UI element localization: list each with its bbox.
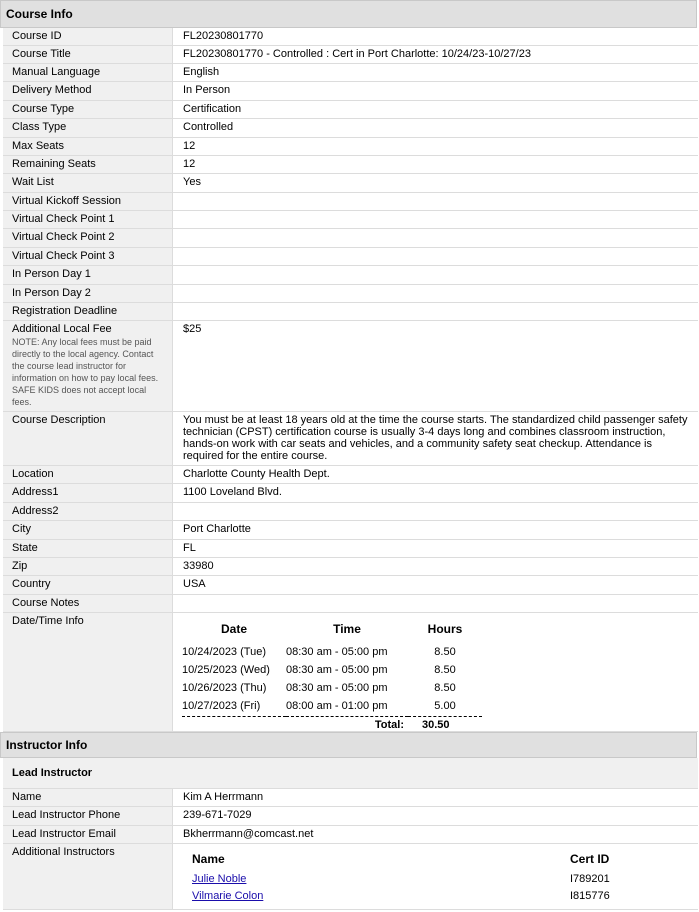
col-header-hours: Hours: [427, 622, 463, 636]
course-info-header: [0, 0, 697, 28]
row-wait-list: [3, 174, 698, 193]
field-label: Additional Instructors: [3, 844, 173, 909]
field-label: Course Notes: [3, 595, 173, 612]
field-label: Course Type: [3, 101, 173, 118]
row-course-id: [3, 28, 698, 46]
session-date: 10/26/2023 (Thu): [182, 682, 267, 694]
row-manual-language: [3, 64, 698, 82]
field-label: Wait List: [3, 174, 173, 192]
row-in-person-day-2: [3, 285, 698, 303]
row-virtual-checkpoint-3: [3, 248, 698, 266]
row-virtual-checkpoint-1: [3, 211, 698, 229]
instructor-link[interactable]: Vilmarie Colon: [192, 890, 264, 902]
field-value: Controlled: [183, 121, 234, 133]
schedule-header-row: [182, 619, 482, 644]
schedule-row: [182, 680, 482, 698]
additional-instructors-cell: [173, 844, 698, 909]
field-label: Course Description: [3, 412, 173, 465]
field-label: Virtual Kickoff Session: [3, 193, 173, 210]
field-label: Registration Deadline: [3, 303, 173, 320]
row-state: [3, 540, 698, 558]
field-value: FL20230801770 - Controlled : Cert in Port Charlotte: 10/24/23-10/27/23: [183, 48, 531, 60]
field-value: Port Charlotte: [183, 523, 251, 535]
field-label: Country: [3, 576, 173, 594]
row-address1: [3, 484, 698, 503]
field-value: [173, 211, 698, 228]
fee-note: NOTE: Any local fees must be paid directly to the local agency. Contact the course lead instructor for information on how to pay local fees. SAFE KIDS does not accept local fees.: [12, 337, 159, 407]
instructor-cert-id: I789201: [570, 873, 610, 885]
fee-value: $25: [183, 323, 202, 335]
instructor-info-header: [0, 732, 697, 758]
row-instructor-name: [3, 789, 698, 807]
field-label: Delivery Method: [3, 82, 173, 100]
datetime-table-cell: [173, 613, 698, 731]
instructor-cert-id: I815776: [570, 890, 610, 902]
instructor-link[interactable]: Julie Noble: [192, 873, 247, 885]
schedule-row: [182, 644, 482, 662]
session-time: 08:30 am - 05:00 pm: [286, 664, 388, 676]
row-in-person-day-1: [3, 266, 698, 285]
row-instructor-phone: [3, 807, 698, 826]
field-label: Course ID: [3, 28, 173, 45]
field-label: Virtual Check Point 3: [3, 248, 173, 265]
session-hours: 8.50: [434, 664, 456, 676]
field-value: USA: [183, 578, 206, 590]
field-value: FL: [183, 542, 196, 554]
instructor-info-title: Instructor Info: [6, 738, 88, 752]
field-label: Class Type: [3, 119, 173, 137]
row-country: [3, 576, 698, 595]
field-value: [173, 248, 698, 265]
lead-instructor-subheader: [3, 758, 698, 789]
description-value: You must be at least 18 years old at the time the course starts. The standardized child passenger safety technician (CPST) certification course is usually 3-4 days long and combines classroom instruction, hands-on work with car seats and vehicles, and a community safety seat checkup. Attendance is required for the entire course.: [183, 414, 688, 462]
session-hours: 5.00: [434, 700, 456, 712]
col-header-date: Date: [220, 622, 247, 636]
field-value: 239-671-7029: [183, 809, 252, 821]
course-info-title: Course Info: [6, 7, 73, 21]
col-header-time: Time: [333, 622, 361, 636]
field-value: [173, 303, 698, 320]
total-value: 30.50: [408, 717, 482, 736]
field-label: Manual Language: [3, 64, 173, 81]
session-hours: 8.50: [434, 682, 456, 694]
field-label: Virtual Check Point 2: [3, 229, 173, 247]
field-value: Kim A Herrmann: [183, 791, 264, 803]
field-label: Location: [3, 466, 173, 483]
field-label: In Person Day 2: [3, 285, 173, 302]
field-label: Remaining Seats: [3, 156, 173, 173]
schedule-row: [182, 662, 482, 680]
field-label: City: [3, 521, 173, 539]
field-value: English: [183, 66, 220, 78]
fee-label: Additional Local Fee: [12, 323, 112, 335]
schedule-row: [182, 698, 482, 717]
session-time: 08:00 am - 01:00 pm: [286, 700, 388, 712]
field-value: Bkherrmann@comcast.net: [183, 828, 314, 840]
field-label: Address1: [3, 484, 173, 502]
row-course-description: [3, 412, 698, 466]
field-label: Lead Instructor Phone: [3, 807, 173, 825]
field-value: Charlotte County Health Dept.: [183, 468, 330, 480]
schedule-table: [182, 619, 482, 735]
field-value: 33980: [183, 560, 214, 572]
field-value: In Person: [183, 84, 231, 96]
field-label: Max Seats: [3, 138, 173, 155]
field-label: In Person Day 1: [3, 266, 173, 284]
field-value: 1100 Loveland Blvd.: [183, 486, 282, 498]
field-value: [173, 193, 698, 210]
col-header-name: Name: [192, 852, 225, 866]
row-instructor-email: [3, 826, 698, 844]
row-datetime-info: [3, 613, 698, 732]
row-class-type: [3, 119, 698, 138]
row-additional-local-fee: [3, 321, 698, 412]
total-label: Total:: [286, 717, 408, 736]
field-value: [173, 503, 698, 520]
field-label: Course Title: [3, 46, 173, 63]
row-registration-deadline: [3, 303, 698, 321]
row-course-type: [3, 101, 698, 119]
field-label: Name: [3, 789, 173, 806]
lead-instructor-title: Lead Instructor: [12, 767, 93, 779]
row-city: [3, 521, 698, 540]
row-virtual-checkpoint-2: [3, 229, 698, 248]
field-label: [3, 321, 173, 411]
row-additional-instructors: [3, 844, 698, 910]
field-value: FL20230801770: [183, 30, 264, 42]
col-header-cert-id: Cert ID: [570, 852, 610, 866]
row-location: [3, 466, 698, 484]
field-value: [173, 285, 698, 302]
field-value: Certification: [183, 103, 242, 115]
row-virtual-kickoff: [3, 193, 698, 211]
field-label: Virtual Check Point 1: [3, 211, 173, 228]
field-value: Yes: [183, 176, 201, 188]
row-course-title: [3, 46, 698, 64]
row-remaining-seats: [3, 156, 698, 174]
row-delivery-method: [3, 82, 698, 101]
field-value: [173, 229, 698, 247]
session-date: 10/25/2023 (Wed): [182, 664, 270, 676]
row-max-seats: [3, 138, 698, 156]
row-course-notes: [3, 595, 698, 613]
session-date: 10/27/2023 (Fri): [182, 700, 261, 712]
session-time: 08:30 am - 05:00 pm: [286, 646, 388, 658]
session-date: 10/24/2023 (Tue): [182, 646, 266, 658]
field-label: Address2: [3, 503, 173, 520]
field-value: [173, 266, 698, 284]
row-zip: [3, 558, 698, 576]
field-value: 12: [183, 140, 196, 152]
session-hours: 8.50: [434, 646, 456, 658]
session-time: 08:30 am - 05:00 pm: [286, 682, 388, 694]
field-label: State: [3, 540, 173, 557]
field-label: Date/Time Info: [3, 613, 173, 731]
field-value: [173, 595, 698, 612]
row-address2: [3, 503, 698, 521]
field-label: Lead Instructor Email: [3, 826, 173, 843]
field-value: 12: [183, 158, 196, 170]
field-label: Zip: [3, 558, 173, 575]
